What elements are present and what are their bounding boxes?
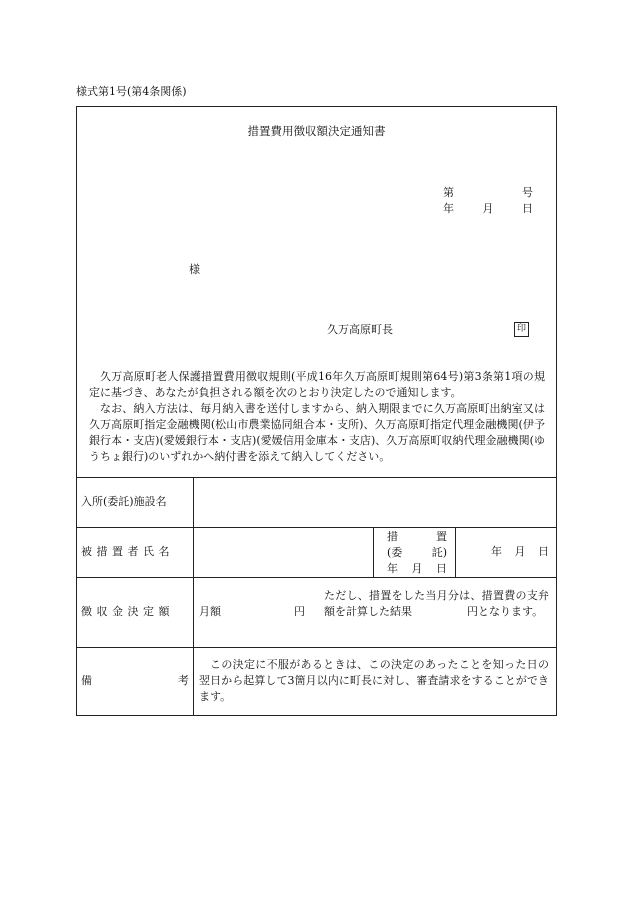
measure-char: (委 [387,545,403,559]
monthly-label: 月額 [199,605,221,618]
document-title: 措置費用徴収額決定通知書 [247,124,386,138]
measure-char: 年 [387,561,398,575]
measure-date-year: 年 [491,545,502,558]
yen-unit: 円 [294,605,305,618]
measure-char: 月 [411,561,423,575]
measure-char: 託) [431,545,447,559]
measure-date-month: 月 [514,545,526,558]
notes-label-char: 考 [178,674,189,687]
table-column-divider [193,477,194,715]
notes-label-char: 備 [81,674,92,687]
issuer-name: 久万高原町長 [327,323,393,336]
notice-body [89,369,545,465]
date-month: 月 [482,201,494,215]
amount-label-text: 徴収金決定額 [81,605,174,618]
table-top-border [77,477,556,478]
person-label [81,544,189,560]
body-paragraph-1: 久万高原町老人保護措置費用徴収規則(平成16年久万高原町規則第64号)第3条第1項の規定に基づき、あなたが負担される額を次のとおり決定したので通知します。 [89,370,545,399]
table-row-divider [77,647,556,648]
notes-label [81,673,189,689]
facility-label: 入所(委託)施設名 [81,495,167,508]
table-row-divider [77,527,556,528]
seal-box: 印 [514,322,529,337]
form-number-label: 様式第1号(第4条関係) [76,85,187,98]
body-paragraph-2: なお、納入方法は、毎月納入書を送付しますから、納入期限までに久万高原町出納室又は久万高原町指定金融機関(松山市農業協同組合本・支所)、久万高原町指定代理金融機関(伊予銀行本・支店)(愛媛銀行本・支店)(愛媛信用金庫本・支店)、久万高原町収納代理金融機関(ゆうちょ銀行)のいずれかへ納付書を添えて納入してください。 [89,401,545,463]
measure-char: 措 [387,530,398,543]
number-prefix: 第 [443,186,454,199]
date-day: 日 [522,201,533,215]
person-label-text: 被措置者氏名 [81,545,174,558]
measure-char: 日 [436,561,447,575]
measure-char: 置 [436,530,447,543]
table-row-divider [77,577,556,578]
document-number [443,185,533,217]
date-year: 年 [443,201,454,215]
number-suffix: 号 [522,186,533,199]
notice-form [76,106,557,716]
measure-date [491,544,549,560]
measure-date-day: 日 [538,545,549,558]
measure-label [387,529,447,577]
table-column-divider [373,527,374,577]
addressee-suffix: 様 [189,263,200,276]
amount-note: ただし、措置をした当月分は、措置費の支弁額を計算した結果 円となります。 [324,589,549,618]
amount-label [81,604,189,620]
table-column-divider [455,527,456,577]
notes-text: この決定に不服があるときは、この決定のあったことを知った日の翌日から起算して3箇月以内に町長に対し、審査請求をすることができます。 [199,658,549,703]
